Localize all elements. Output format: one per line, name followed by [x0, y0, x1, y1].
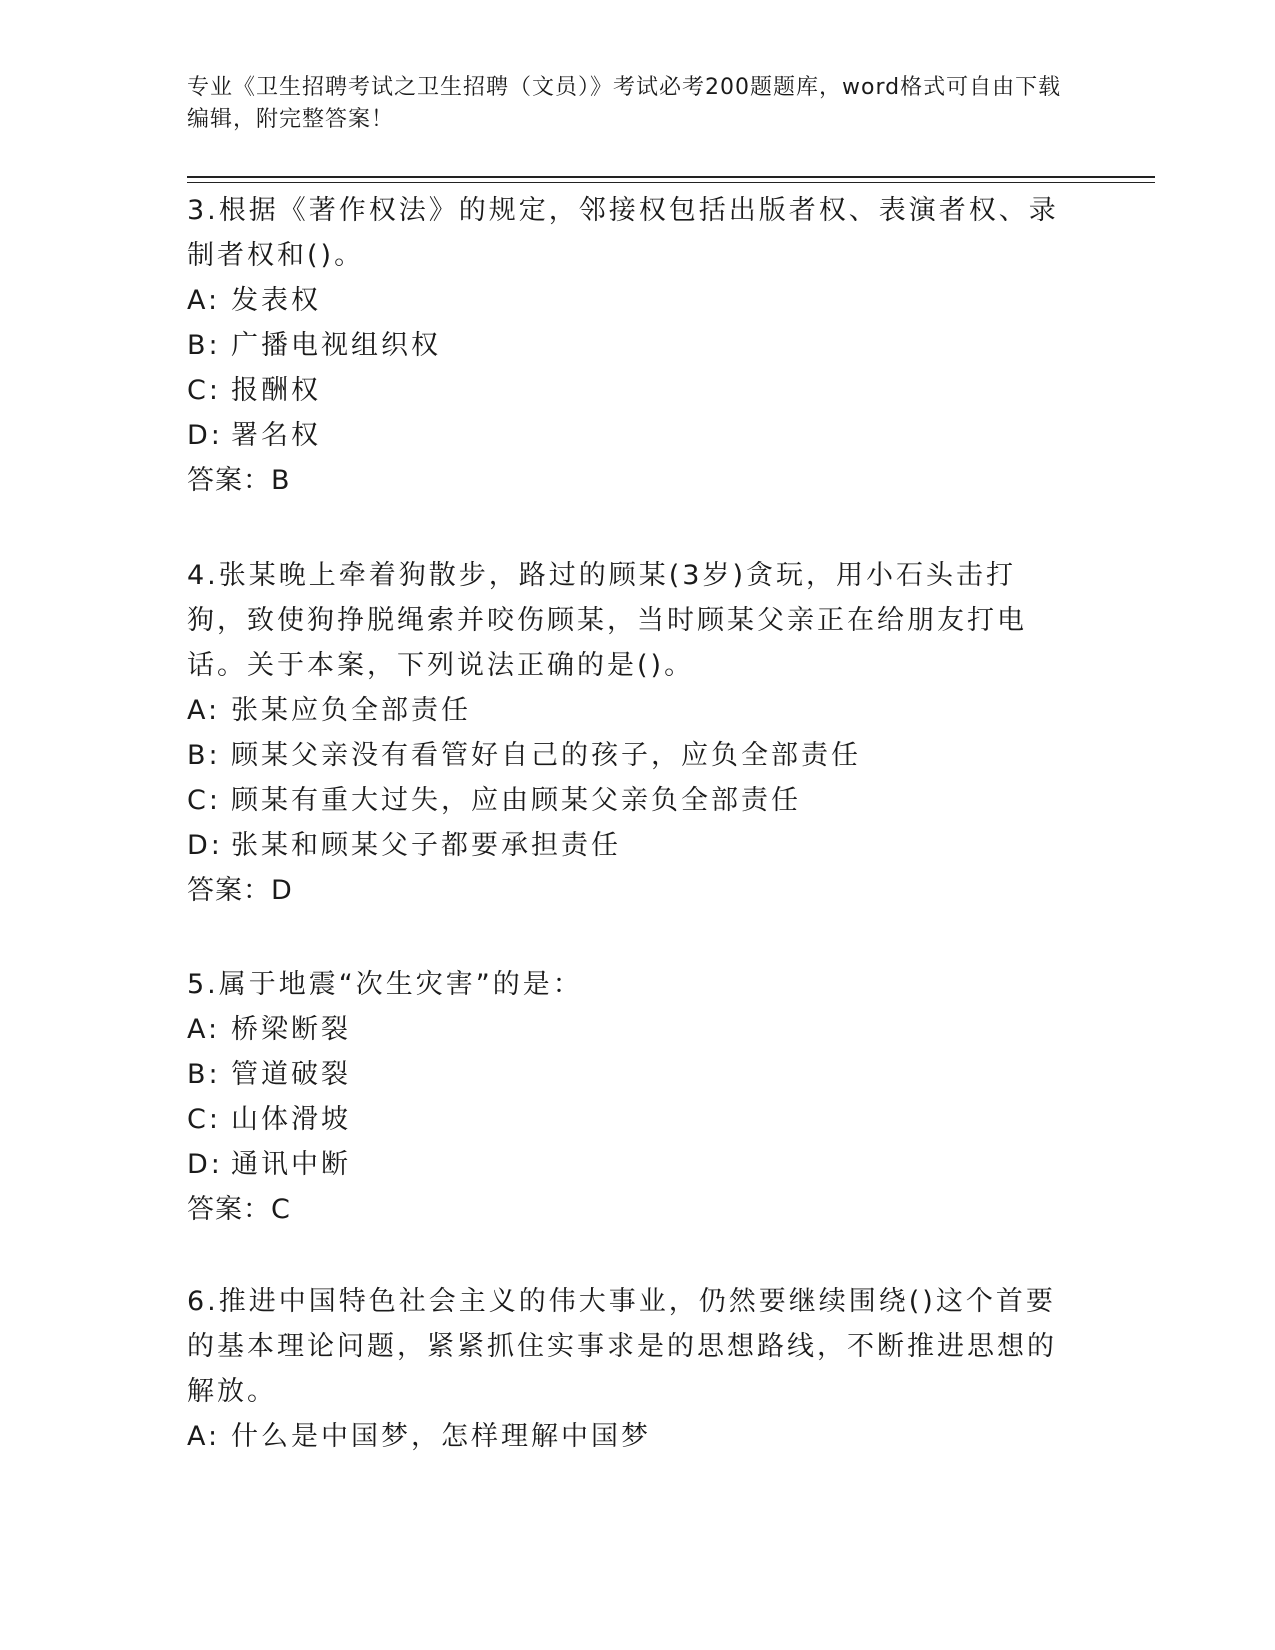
- option-c: [187, 368, 1067, 413]
- question-stem: 5.属于地震“次生灾害”的是：: [187, 969, 583, 1000]
- option-text: 通讯中断: [231, 1149, 351, 1180]
- option-key: A:: [187, 285, 221, 316]
- option-text: 张某应负全部责任: [231, 695, 471, 726]
- option-c: [187, 778, 1067, 823]
- option-key: D:: [187, 420, 223, 451]
- answer-line: 答案：D: [187, 875, 293, 906]
- option-b: [187, 323, 1067, 368]
- question-stem: 4.张某晚上牵着狗散步，路过的顾某(3岁)贪玩，用小石头击打狗，致使狗挣脱绳索并咬伤顾某，当时顾某父亲正在给朋友打电话。关于本案，下列说法正确的是()。: [187, 560, 1027, 681]
- question-stem: 6.推进中国特色社会主义的伟大事业，仍然要继续围绕()这个首要的基本理论问题，紧紧抓住实事求是的思想路线，不断推进思想的解放。: [187, 1286, 1057, 1407]
- question-stem: 3.根据《著作权法》的规定，邻接权包括出版者权、表演者权、录制者权和()。: [187, 195, 1059, 271]
- option-text: 顾某父亲没有看管好自己的孩子，应负全部责任: [231, 740, 861, 771]
- header-divider-thick: [187, 176, 1155, 178]
- option-text: 桥梁断裂: [231, 1014, 351, 1045]
- question-3: [187, 188, 1067, 503]
- option-key: B:: [187, 330, 221, 361]
- option-key: A:: [187, 695, 221, 726]
- option-key: D:: [187, 1149, 223, 1180]
- question-5: [187, 962, 1067, 1232]
- option-a: [187, 688, 1067, 733]
- option-key: C:: [187, 375, 221, 406]
- option-a: [187, 1007, 1067, 1052]
- answer-line: 答案：C: [187, 1194, 291, 1225]
- option-text: 什么是中国梦，怎样理解中国梦: [231, 1421, 651, 1452]
- option-a: [187, 278, 1067, 323]
- header-divider-thin: [187, 182, 1155, 183]
- option-text: 张某和顾某父子都要承担责任: [231, 830, 621, 861]
- option-text: 广播电视组织权: [231, 330, 441, 361]
- option-d: [187, 1142, 1067, 1187]
- option-text: 署名权: [231, 420, 321, 451]
- option-text: 管道破裂: [231, 1059, 351, 1090]
- answer-line: 答案：B: [187, 465, 291, 496]
- option-text: 山体滑坡: [231, 1104, 351, 1135]
- option-a: [187, 1414, 1067, 1459]
- option-b: [187, 1052, 1067, 1097]
- option-key: B:: [187, 1059, 221, 1090]
- option-b: [187, 733, 1067, 778]
- option-text: 顾某有重大过失，应由顾某父亲负全部责任: [231, 785, 801, 816]
- option-text: 报酬权: [231, 375, 321, 406]
- option-d: [187, 413, 1067, 458]
- document-header: 专业《卫生招聘考试之卫生招聘（文员）》考试必考200题题库，word格式可自由下载编辑，附完整答案！: [187, 75, 1062, 132]
- option-c: [187, 1097, 1067, 1142]
- option-key: A:: [187, 1014, 221, 1045]
- question-4: [187, 553, 1067, 913]
- option-key: D:: [187, 830, 223, 861]
- option-d: [187, 823, 1067, 868]
- question-6: [187, 1279, 1067, 1459]
- option-key: C:: [187, 1104, 221, 1135]
- option-key: C:: [187, 785, 221, 816]
- option-text: 发表权: [231, 285, 321, 316]
- option-key: B:: [187, 740, 221, 771]
- option-key: A:: [187, 1421, 221, 1452]
